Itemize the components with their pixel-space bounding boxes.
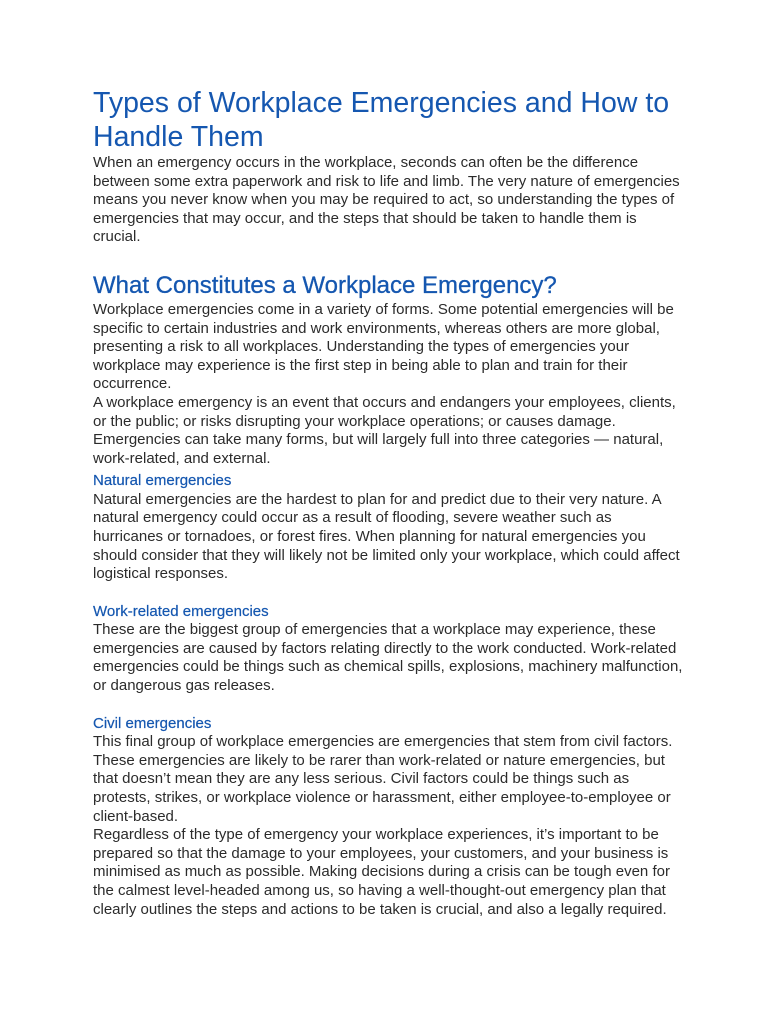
subheading-civil-emergencies: Civil emergencies [93,714,212,732]
section-paragraph-forms: Workplace emergencies come in a variety of forms. Some potential emergencies will be specific to certain industries and work environments, whereas others are more global, presenting a risk to all workplaces. Understanding the types of emergencies your workplace may experience is the first step in being able to plan and train for their occurrence. [93,300,674,393]
paragraph-closing: Regardless of the type of emergency your workplace experiences, it’s important to be prepared so that the damage to your employees, your customers, and your business is minimised as much as possible. Making decisions during a crisis can be tough even for the calmest level-headed among us, so having a well-thought-out emergency plan that clearly outlines the steps and actions to be taken is crucial, and also a legally required. [93,826,670,918]
section-heading-workplace-emergency: What Constitutes a Workplace Emergency? [93,271,557,299]
paragraph-civil-emergencies: This final group of workplace emergencies are emergencies that stem from civil factors. These emergencies are likely to be rarer than work-related or nature emergencies, but that doesn’t mean they are any less serious. Civil factors could be things such as protests, strikes, or workplace violence or harassment, either employee-to-employee or client-based. [93,733,673,825]
subheading-natural-emergencies: Natural emergencies [93,472,232,490]
paragraph-natural-emergencies: Natural emergencies are the hardest to plan for and predict due to their very nature. A natural emergency could occur as a result of flooding, severe weather such as hurricanes or tornadoes, or forest fires. When planning for natural emergencies you should consider that they will likely not be limited only your workplace, which could affect logistical responses. [93,490,680,583]
section-paragraph-definition: A workplace emergency is an event that occurs and endangers your employees, clients, or the public; or risks disrupting your workplace operations; or causes damage. Emergencies can take many forms, but will largely full into three categories — natural, work-related, and external. [93,393,676,467]
document-title: Types of Workplace Emergencies and How to Handle Them [93,87,670,153]
subheading-work-related-emergencies: Work-related emergencies [93,602,269,620]
document-page [93,86,683,919]
paragraph-work-related-emergencies: These are the biggest group of emergencies that a workplace may experience, these emergencies are caused by factors relating directly to the work conducted. Work-related emergencies could be things such as chemical spills, explosions, machinery malfunction, or dangerous gas releases. [93,621,683,695]
intro-paragraph: When an emergency occurs in the workplace, seconds can often be the difference between some extra paperwork and risk to life and limb. The very nature of emergencies means you never know when you may be required to act, so understanding the types of emergencies that may occur, and the steps that should be taken to handle them is crucial. [93,154,680,246]
